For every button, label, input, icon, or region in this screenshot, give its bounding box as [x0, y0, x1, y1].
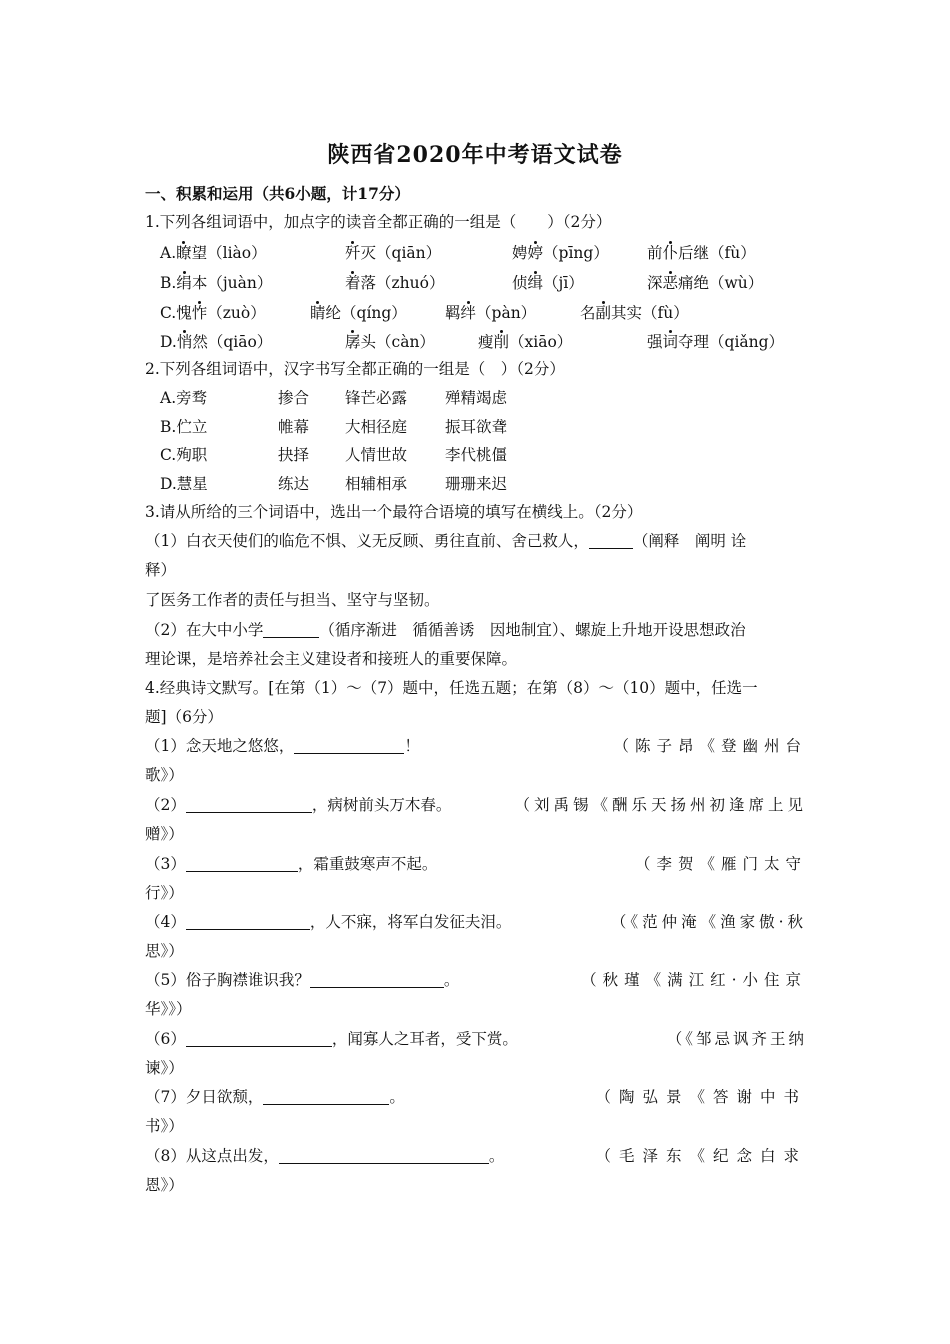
q4-item-3: （3） ，霜重鼓寒声不起。 （李贺《雁门太守 — [145, 855, 807, 873]
exam-page: 陕西省2020年中考语文试卷 一、积累和运用（共6小题，计17分） 1.下列各组词语中，加点字的读音全都正确的一组是（ ）（2分） A.瞭望（liào） 歼灭（qiān） 娉婷（pīng） 前仆后继（fù） B.绢本（juàn） 着落（zhuó） 侦缉（jī） 深恶痛绝（wù） C.愧怍（zuò） 睛纶（qíng） 羁绊（pàn） 名副其实（fù） D.悄然（qiāo） 孱头（càn） 瘦削（xiāo） 强词夺理（qiǎng） 2.下列各组词语中，汉字书写全都正确的一组是（ ）（2分） A.旁骛 掺合 锋芒必露 殚精竭虑 B.伫立 帷幕 大相径庭 振耳欲聋 C.殉职 抉择 人情世故 李代桃僵 D.慧星 练达 相辅相承 珊珊来迟 3.请从所给的三个词语中，选出一个最符合语境的填写在横线上。（2分） （1）白衣天使们的临危不惧、义无反顾、勇往直前、舍己救人， （阐释 阐明 诠 释） 了医务工作者的责任与担当、坚守与坚韧。 （2）在大中小学 （循序渐进 循循善诱 因地制宜）、螺旋上升地开设思想政治 理论课，是培养社会主义建设者和接班人的重要保障。 4.经典诗文默写。[在第（1）～（7）题中，任选五题；在第（8）～（10）题中，任选一 题]（6分） （1）念天地之悠悠， ！ （陈子昂《登幽州台 歌》） （2） ，病树前头万木春。 （刘禹锡《酬乐天扬州初逢席上见 赠》） （3） ，霜重鼓寒声不起。 （李贺《雁门太守 行》） （4） ，人不寐，将军白发征夫泪。 （《范仲淹《渔家傲·秋 思》） （5）俗子胸襟谁识我？ 。 （秋瑾《满江红·小住京 华》》） （6） ，闻寡人之耳者，受下赏。 （《邹忌讽齐王纳 谏》） （7）夕日欲颓， 。 （陶弘景《答谢中书 书》） （8）从这点出发， 。 （毛泽东《纪念白求 恩》） — [0, 0, 950, 1344]
q4-stem: 4.经典诗文默写。[在第（1）～（7）题中，任选五题；在第（8）～（10）题中，任选一 — [145, 679, 758, 697]
answer-blank[interactable] — [294, 737, 404, 754]
q4-stem-cont: 题]（6分） — [145, 708, 223, 726]
q4-item-2-source: 赠》） — [145, 825, 184, 843]
exam-title: 陕西省2020年中考语文试卷 — [327, 142, 623, 168]
q3-stem: 3.请从所给的三个词语中，选出一个最符合语境的填写在横线上。（2分） — [145, 503, 643, 521]
q4-item-7: （7）夕日欲颓， 。 （陶弘景《答谢中书 — [145, 1088, 807, 1106]
q4-item-4: （4） ，人不寐，将军白发征夫泪。 （《范仲淹《渔家傲·秋 — [145, 913, 807, 931]
answer-blank[interactable] — [263, 621, 319, 638]
q2-stem: 2.下列各组词语中，汉字书写全都正确的一组是（ ）（2分） — [145, 360, 565, 378]
answer-blank[interactable] — [186, 796, 312, 813]
q4-item-1-source: 歌》） — [145, 766, 184, 784]
answer-blank[interactable] — [279, 1147, 489, 1164]
answer-blank[interactable] — [186, 855, 298, 872]
q3-part1-end: 了医务工作者的责任与担当、坚守与坚韧。 — [145, 591, 440, 609]
q1-stem: 1.下列各组词语中，加点字的读音全都正确的一组是（ ）（2分） — [145, 213, 612, 231]
q4-item-8-source: 恩》） — [145, 1176, 184, 1194]
q3-part2: （2）在大中小学 （循序渐进 循循善诱 因地制宜）、螺旋上升地开设思想政治 — [145, 621, 746, 639]
q3-part1: （1）白衣天使们的临危不惧、义无反顾、勇往直前、舍己救人， （阐释 阐明 诠 — [145, 532, 747, 550]
q4-item-8: （8）从这点出发， 。 （毛泽东《纪念白求 — [145, 1147, 807, 1165]
answer-blank[interactable] — [186, 1030, 332, 1047]
q3-part1-cont: 释） — [145, 561, 177, 579]
answer-blank[interactable] — [263, 1088, 389, 1105]
q4-item-6-source: 谏》） — [145, 1059, 184, 1077]
q4-item-5-source: 华》》） — [145, 1000, 192, 1018]
q4-item-3-source: 行》） — [145, 884, 184, 902]
section-heading: 一、积累和运用（共6小题，计17分） — [145, 184, 410, 203]
q4-item-4-source: 思》） — [145, 942, 184, 960]
q4-item-5: （5）俗子胸襟谁识我？ 。 （秋瑾《满江红·小住京 — [145, 971, 807, 989]
q3-part2-cont: 理论课，是培养社会主义建设者和接班人的重要保障。 — [145, 650, 518, 668]
answer-blank[interactable] — [186, 913, 310, 930]
answer-blank[interactable] — [310, 971, 444, 988]
q4-item-7-source: 书》） — [145, 1117, 184, 1135]
q4-item-2: （2） ，病树前头万木春。 （刘禹锡《酬乐天扬州初逢席上见 — [145, 796, 807, 814]
q4-item-6: （6） ，闻寡人之耳者，受下赏。 （《邹忌讽齐王纳 — [145, 1030, 807, 1048]
answer-blank[interactable] — [589, 532, 633, 549]
q4-item-1: （1）念天地之悠悠， ！ （陈子昂《登幽州台 — [145, 737, 807, 755]
